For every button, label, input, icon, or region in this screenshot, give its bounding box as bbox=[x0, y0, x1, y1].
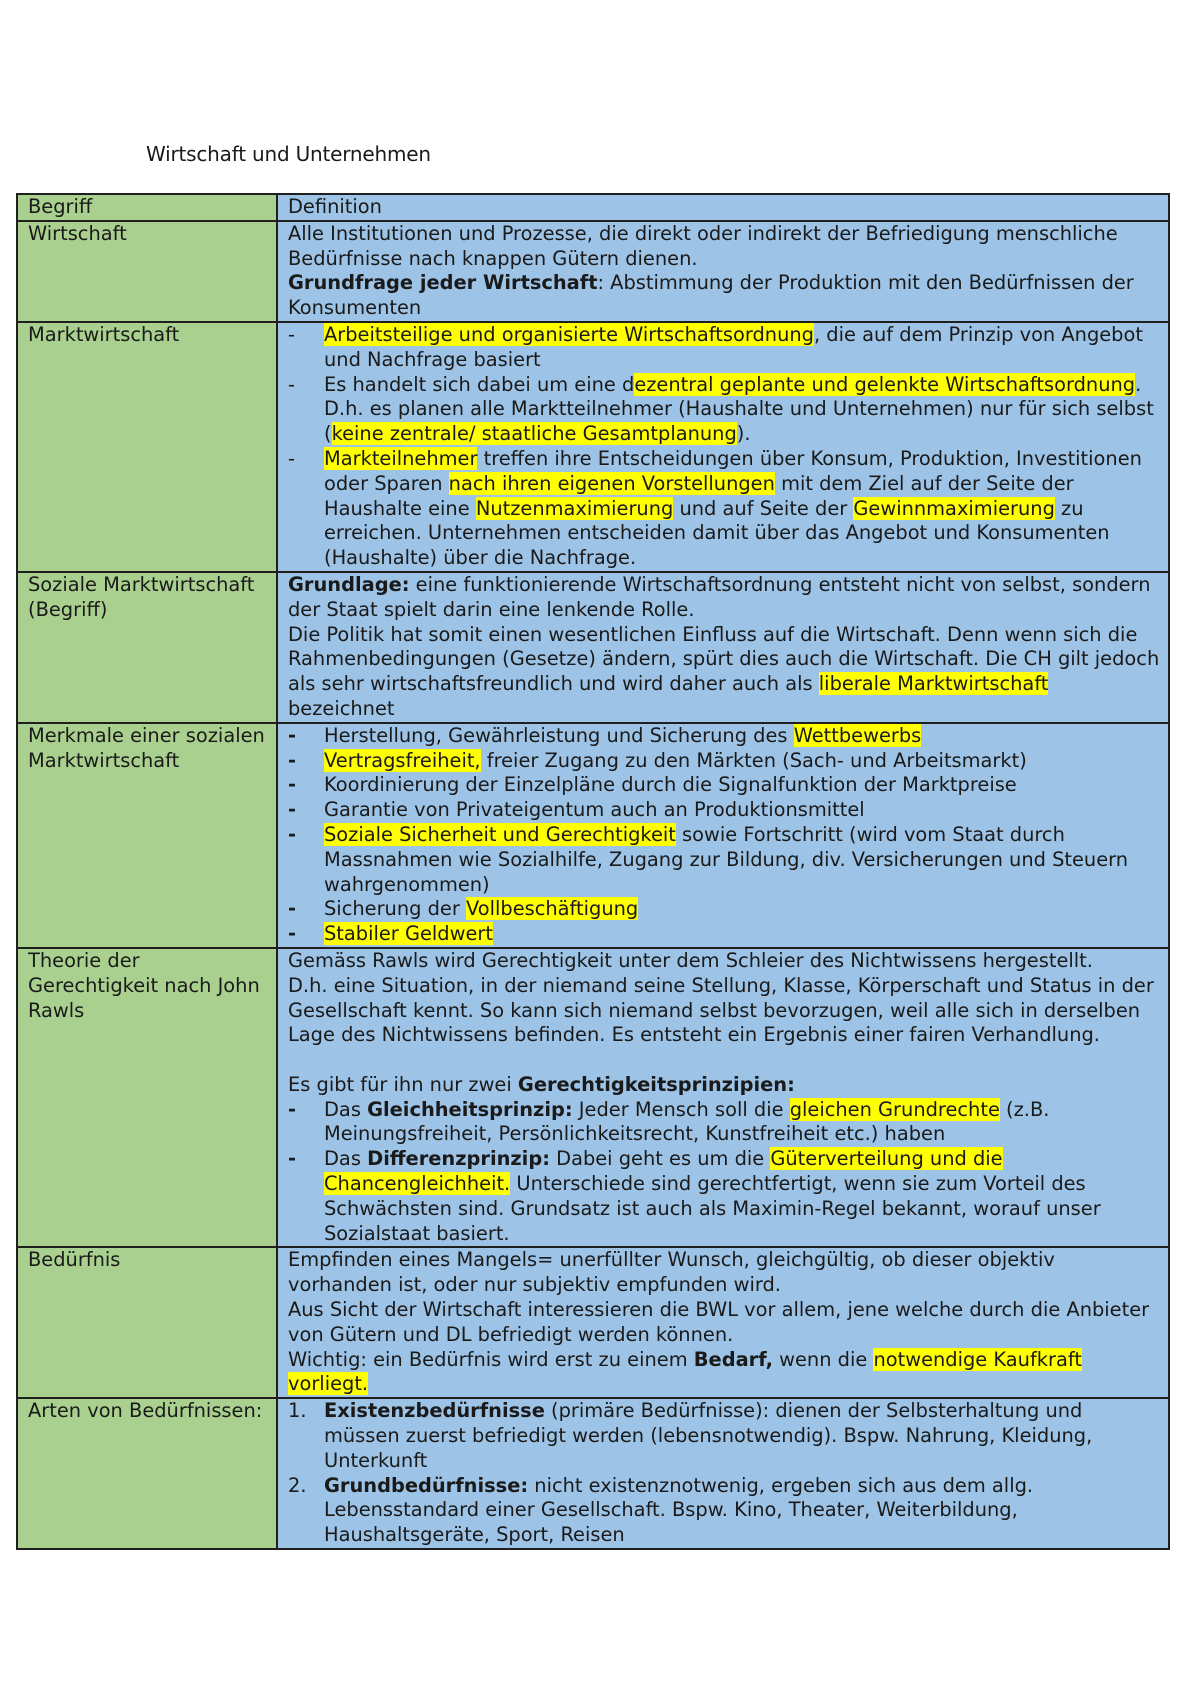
text-span: Wichtig: ein Bedürfnis wird erst zu einem bbox=[288, 1347, 694, 1371]
list-item bbox=[288, 749, 1160, 774]
definition-cell bbox=[277, 221, 1169, 322]
list-item bbox=[288, 823, 1160, 897]
text-span: Jeder Mensch soll die bbox=[572, 1097, 790, 1121]
highlight: gleichen Grundrechte bbox=[789, 1097, 1000, 1121]
bold-term: Grundlage: bbox=[288, 572, 410, 596]
text-span: Dabei geht es um die bbox=[549, 1147, 771, 1171]
text-span: Unterschiede sind gerechtfertigt, wenn sie zum Vorteil des Schwächsten sind. Grundsatz ist auch als Maximin-Regel bekannt, worauf unser Sozialstaat basiert. bbox=[324, 1172, 1101, 1245]
text-span: Die Politik hat somit einen wesentlichen Einfluss auf die Wirtschaft. Denn wenn sich die Rahmenbedingungen (Gesetze) ändern, spürt dies auch die Wirtschaft. Die CH gilt jedoch als sehr wirtschaftsfreundlich und wird daher auch als bbox=[288, 622, 1160, 696]
definition-text: Aus Sicht der Wirtschaft interessieren die BWL vor allem, jene welche durch die Anbieter von Gütern und DL befriedigt werden können. bbox=[288, 1298, 1150, 1346]
definition-text: Gemäss Rawls wird Gerechtigkeit unter dem Schleier des Nichtwissens hergestellt. bbox=[288, 948, 1093, 972]
highlight: Nutzenmaximierung bbox=[475, 496, 674, 520]
table-row bbox=[17, 322, 1169, 572]
bold-term: Grundfrage jeder Wirtschaft bbox=[288, 271, 598, 295]
definition-text: Alle Institutionen und Prozesse, die direkt oder indirekt der Befriedigung menschliche Bedürfnisse nach knappen Gütern dienen. bbox=[288, 221, 1118, 270]
bullet-list bbox=[288, 323, 1160, 571]
table-row bbox=[17, 1398, 1169, 1549]
table-row bbox=[17, 221, 1169, 322]
list-item bbox=[288, 1147, 1160, 1246]
term-cell: Wirtschaft bbox=[17, 221, 277, 322]
definition-cell bbox=[277, 1398, 1169, 1549]
text-span: Sicherung der bbox=[324, 897, 466, 921]
highlight: notwendige Kaufkraft vorliegt. bbox=[288, 1347, 1082, 1396]
numbered-list bbox=[288, 1399, 1160, 1548]
definition-cell bbox=[277, 1247, 1169, 1398]
highlight: liberale Marktwirtschaft bbox=[818, 672, 1049, 696]
definitions-table bbox=[16, 193, 1170, 1550]
list-item: - Garantie von Privateigentum auch an Produktionsmittel bbox=[288, 798, 1160, 823]
list-item bbox=[288, 897, 1160, 922]
highlight: Markteilnehmer bbox=[324, 446, 478, 470]
table-row bbox=[17, 572, 1169, 723]
bold-term: Gerechtigkeitsprinzipien: bbox=[517, 1072, 795, 1096]
term-cell: Bedürfnis bbox=[17, 1247, 277, 1398]
bullet-list bbox=[288, 1098, 1160, 1247]
highlight: Soziale Sicherheit und Gerechtigkeit bbox=[324, 822, 676, 846]
term-cell: Marktwirtschaft bbox=[17, 322, 277, 572]
term-cell: Theorie der Gerechtigkeit nach John Rawls bbox=[17, 948, 277, 1248]
bold-term: Existenzbedürfnisse bbox=[324, 1399, 545, 1423]
definition-text bbox=[288, 271, 1160, 321]
list-item bbox=[288, 447, 1160, 571]
list-item bbox=[288, 1474, 1160, 1548]
definition-text bbox=[288, 1348, 1160, 1398]
definition-text bbox=[288, 1073, 1160, 1098]
term-cell: Arten von Bedürfnissen: bbox=[17, 1398, 277, 1549]
definition-cell bbox=[277, 322, 1169, 572]
highlight: Vertragsfreiheit, bbox=[324, 748, 481, 772]
highlight: ezentral geplante und gelenkte Wirtschaftsordnung bbox=[634, 372, 1136, 396]
list-number: 2. bbox=[288, 1473, 307, 1497]
text-span: zu erreichen. Unternehmen entscheiden damit über das Angebot und Konsumenten (Haushalte) über die Nachfrage. bbox=[324, 496, 1110, 570]
list-number: 1. bbox=[288, 1399, 307, 1423]
table-header-row bbox=[17, 194, 1169, 221]
spacer bbox=[288, 1048, 1160, 1073]
text-span: Herstellung, Gewährleistung und Sicherung des bbox=[324, 723, 794, 747]
text-span: Es handelt sich dabei um eine d bbox=[324, 372, 635, 396]
text-span: : Abstimmung der Produktion mit den Bedürfnissen der Konsumenten bbox=[288, 271, 1134, 320]
highlight: Güterverteilung und die Chancengleichheit. bbox=[324, 1147, 1003, 1196]
highlight: Vollbeschäftigung bbox=[465, 897, 639, 921]
term-cell: Soziale Marktwirtschaft (Begriff) bbox=[17, 572, 277, 723]
term-cell: Merkmale einer sozialen Marktwirtschaft bbox=[17, 723, 277, 948]
text-span: nicht existenznotwenig, ergeben sich aus dem allg. Lebensstandard einer Gesellschaft. Bspw. Kino, Theater, Weiterbildung, Haushaltsgeräte, Sport, Reisen bbox=[324, 1473, 1034, 1547]
bold-term: Gleichheitsprinzip: bbox=[367, 1097, 573, 1121]
list-item bbox=[288, 922, 1160, 947]
definition-text bbox=[288, 573, 1160, 623]
bold-term: Differenzprinzip: bbox=[367, 1147, 550, 1171]
bold-term: Grundbedürfnisse: bbox=[324, 1473, 529, 1497]
definition-cell bbox=[277, 572, 1169, 723]
text-span: treffen ihre Entscheidungen über Konsum, Produktion, Investitionen oder Sparen bbox=[324, 446, 1142, 495]
highlight: nach ihren eigenen Vorstellungen bbox=[448, 471, 775, 495]
highlight: Wettbewerbs bbox=[793, 723, 922, 747]
highlight: Stabiler Geldwert bbox=[324, 922, 493, 946]
list-item: - Koordinierung der Einzelpläne durch die Signalfunktion der Marktpreise bbox=[288, 773, 1160, 798]
text-span: (primäre Bedürfnisse): dienen der Selbsterhaltung und müssen zuerst befriedigt werden (lebensnotwendig). Bspw. Nahrung, Kleidung, Unterkunft bbox=[324, 1399, 1093, 1472]
list-item bbox=[288, 1098, 1160, 1148]
text-span: wenn die bbox=[772, 1347, 874, 1371]
definition-text: Empfinden eines Mangels= unerfüllter Wunsch, gleichgültig, ob dieser objektiv vorhanden ist, oder nur subjektiv empfunden wird. bbox=[288, 1248, 1055, 1297]
highlight: Arbeitsteilige und organisierte Wirtschaftsordnung bbox=[324, 322, 814, 346]
list-item bbox=[288, 1399, 1160, 1473]
table-row bbox=[17, 723, 1169, 948]
list-item bbox=[288, 373, 1160, 447]
text-span: (z.B. Meinungsfreiheit, Persönlichkeitsrecht, Kunstfreiheit etc.) haben bbox=[324, 1097, 1050, 1146]
header-term: Begriff bbox=[17, 194, 277, 221]
highlight: Gewinnmaximierung bbox=[853, 496, 1055, 520]
definition-text: D.h. eine Situation, in der niemand seine Stellung, Klasse, Körperschaft und Status in der Gesellschaft kennt. So kann sich niemand selbst bevorzugen, weil alle sich in derselben Lage des Nichtwissens befinden. Es entsteht ein Ergebnis einer fairen Verhandlung. bbox=[288, 973, 1154, 1047]
bold-term: Bedarf, bbox=[693, 1347, 773, 1371]
text-span: bezeichnet bbox=[288, 696, 395, 720]
list-item bbox=[288, 724, 1160, 749]
text-span: ). bbox=[736, 422, 751, 446]
text-span: mit dem Ziel auf der Seite der Haushalte eine bbox=[324, 471, 1074, 520]
list-item bbox=[288, 323, 1160, 373]
text-span: . D.h. es planen alle Marktteilnehmer (Haushalte und Unternehmen) nur für sich selbst ( bbox=[324, 372, 1154, 446]
text-span: freier Zugang zu den Märkten (Sach- und Arbeitsmarkt) bbox=[480, 748, 1027, 772]
definition-cell bbox=[277, 723, 1169, 948]
text-span: Das bbox=[324, 1097, 368, 1121]
bullet-list bbox=[288, 724, 1160, 947]
table-row bbox=[17, 948, 1169, 1248]
document-title: Wirtschaft und Unternehmen bbox=[146, 142, 431, 166]
text-span: sowie Fortschritt (wird vom Staat durch Massnahmen wie Sozialhilfe, Zugang zur Bildung, div. Versicherungen und Steuern wahrgenommen) bbox=[324, 822, 1129, 896]
text-span: Es gibt für ihn nur zwei bbox=[288, 1072, 518, 1096]
highlight: keine zentrale/ staatliche Gesamtplanung bbox=[331, 422, 737, 446]
table-row bbox=[17, 1247, 1169, 1398]
text-span: eine funktionierende Wirtschaftsordnung entsteht nicht von selbst, sondern der Staat spielt darin eine lenkende Rolle. bbox=[288, 572, 1151, 621]
text-span: und auf Seite der bbox=[673, 496, 854, 520]
definition-cell bbox=[277, 948, 1169, 1248]
text-span: , die auf dem Prinzip von Angebot und Nachfrage basiert bbox=[324, 322, 1143, 371]
text-span: Das bbox=[324, 1147, 368, 1171]
header-definition: Definition bbox=[277, 194, 1169, 221]
definition-text bbox=[288, 623, 1160, 722]
